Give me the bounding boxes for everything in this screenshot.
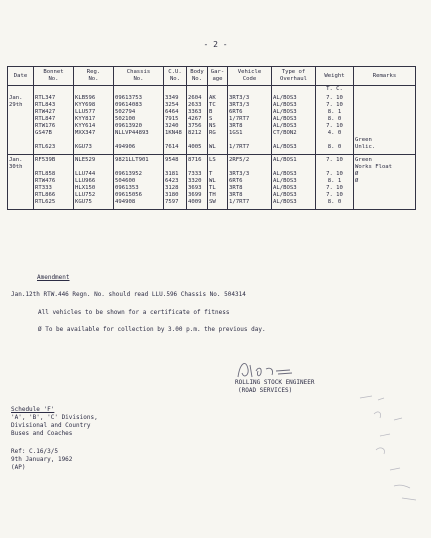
cell-date: Jan. 29th [8,93,34,155]
cell-garage: AK TC B S NS RG WL [208,93,228,155]
cell-chassis: 09613753 09614083 502794 502100 09613920 NLLVP44893 494906 [114,93,164,155]
amendment-heading: Amendment [37,274,70,281]
schedule-line: Buses and Coaches [11,430,73,437]
cell-reg: KLB596 KYY698 LLU577 KYY817 KYY614 MXX347 KGU73 [74,93,114,155]
collection-note: Ø To be available for collection by 3.00 p.m. the previous day. [38,326,266,333]
issue-date: 9th January, 1962 [11,456,73,463]
cell-cu: 9548 3181 6423 3128 3180 7597 [164,155,187,210]
header-garage: Gar- age [208,67,228,86]
header-bonnet-no: Bonnet No. [34,67,74,86]
cell-overhaul: AL/BOS3 AL/BOS3 AL/BOS3 AL/BOS3 AL/BOS3 CT/BON2 AL/BOS3 [272,93,316,155]
header-weight: Weight [316,67,354,86]
header-cu-no: C.U. No. [164,67,187,86]
schedule-line: Divisional and Country [11,422,91,429]
pencil-marks [350,390,430,510]
header-body-no: Body No. [187,67,208,86]
header-remarks: Remarks [354,67,416,86]
cell-date: Jan. 30th [8,155,34,210]
cell-garage: LS T WL TL TH SW [208,155,228,210]
header-date: Date [8,67,34,86]
cell-chassis: 9821LLT901 09613952 504600 0961353 09615056 494908 [114,155,164,210]
cell-body: 8716 7333 3320 3693 3699 4009 [187,155,208,210]
engineer-subtitle: (ROAD SERVICES) [238,387,293,394]
table-row-group-jan-30 [8,155,416,210]
header-chassis-no: Chassis No. [114,67,164,86]
fitness-note: All vehicles to be shown for a certificate of fitness [38,309,230,316]
reference: Ref: C.16/3/5 [11,448,58,455]
initials: (AP) [11,464,26,471]
cell-remarks: Green Unlic. [354,93,416,155]
header-reg-no: Reg. No. [74,67,114,86]
cell-cu: 3349 3254 6464 7915 3240 1KN48 7614 [164,93,187,155]
header-type-of-overhaul: Type of Overhaul [272,67,316,86]
cell-weight: 7. 10 7. 10 8. 1 8. 0 7. 10 4. 0 8. 0 [316,93,354,155]
amendment-text: Jan.12th RTW.446 Regn. No. should read LLU.596 Chassis No. 504314 [11,291,246,298]
weight-units: T. C. [316,86,354,94]
cell-bonnet: RF539B RTL858 RTW476 RT333 RTL866 RTL625 [34,155,74,210]
cell-weight: 7. 10 7. 10 8. 1 7. 10 7. 10 8. 0 [316,155,354,210]
cell-body: 2604 2633 3363 4267 3756 8212 4005 [187,93,208,155]
cell-bonnet: RTL347 RTL843 RTW427 RTL847 RTW176 GS47B RTL623 [34,93,74,155]
cell-code: 3RT3/3 3RT3/3 6RT6 1/7RT7 3RT8 1GS1 1/7RT7 [228,93,272,155]
page-number: - 2 - [203,40,228,49]
cell-code: 2RF5/2 3RT3/3 6RT6 3RT8 3RT8 1/7RT7 [228,155,272,210]
cell-overhaul: AL/BOS1 AL/BOS3 AL/BOS3 AL/BOS3 AL/BOS3 AL/BOS3 [272,155,316,210]
schedule-line: 'A', 'B', 'C' Divisions, [11,414,98,421]
header-vehicle-code: Vehicle Code [228,67,272,86]
cell-reg: NLE529 LLU744 LLU966 HLX150 LLU752 KGU75 [74,155,114,210]
engineer-title: ROLLING STOCK ENGINEER [235,379,315,386]
schedule-heading: Schedule 'F' [11,406,55,413]
cell-remarks: Green Works Float Ø Ø [354,155,416,210]
